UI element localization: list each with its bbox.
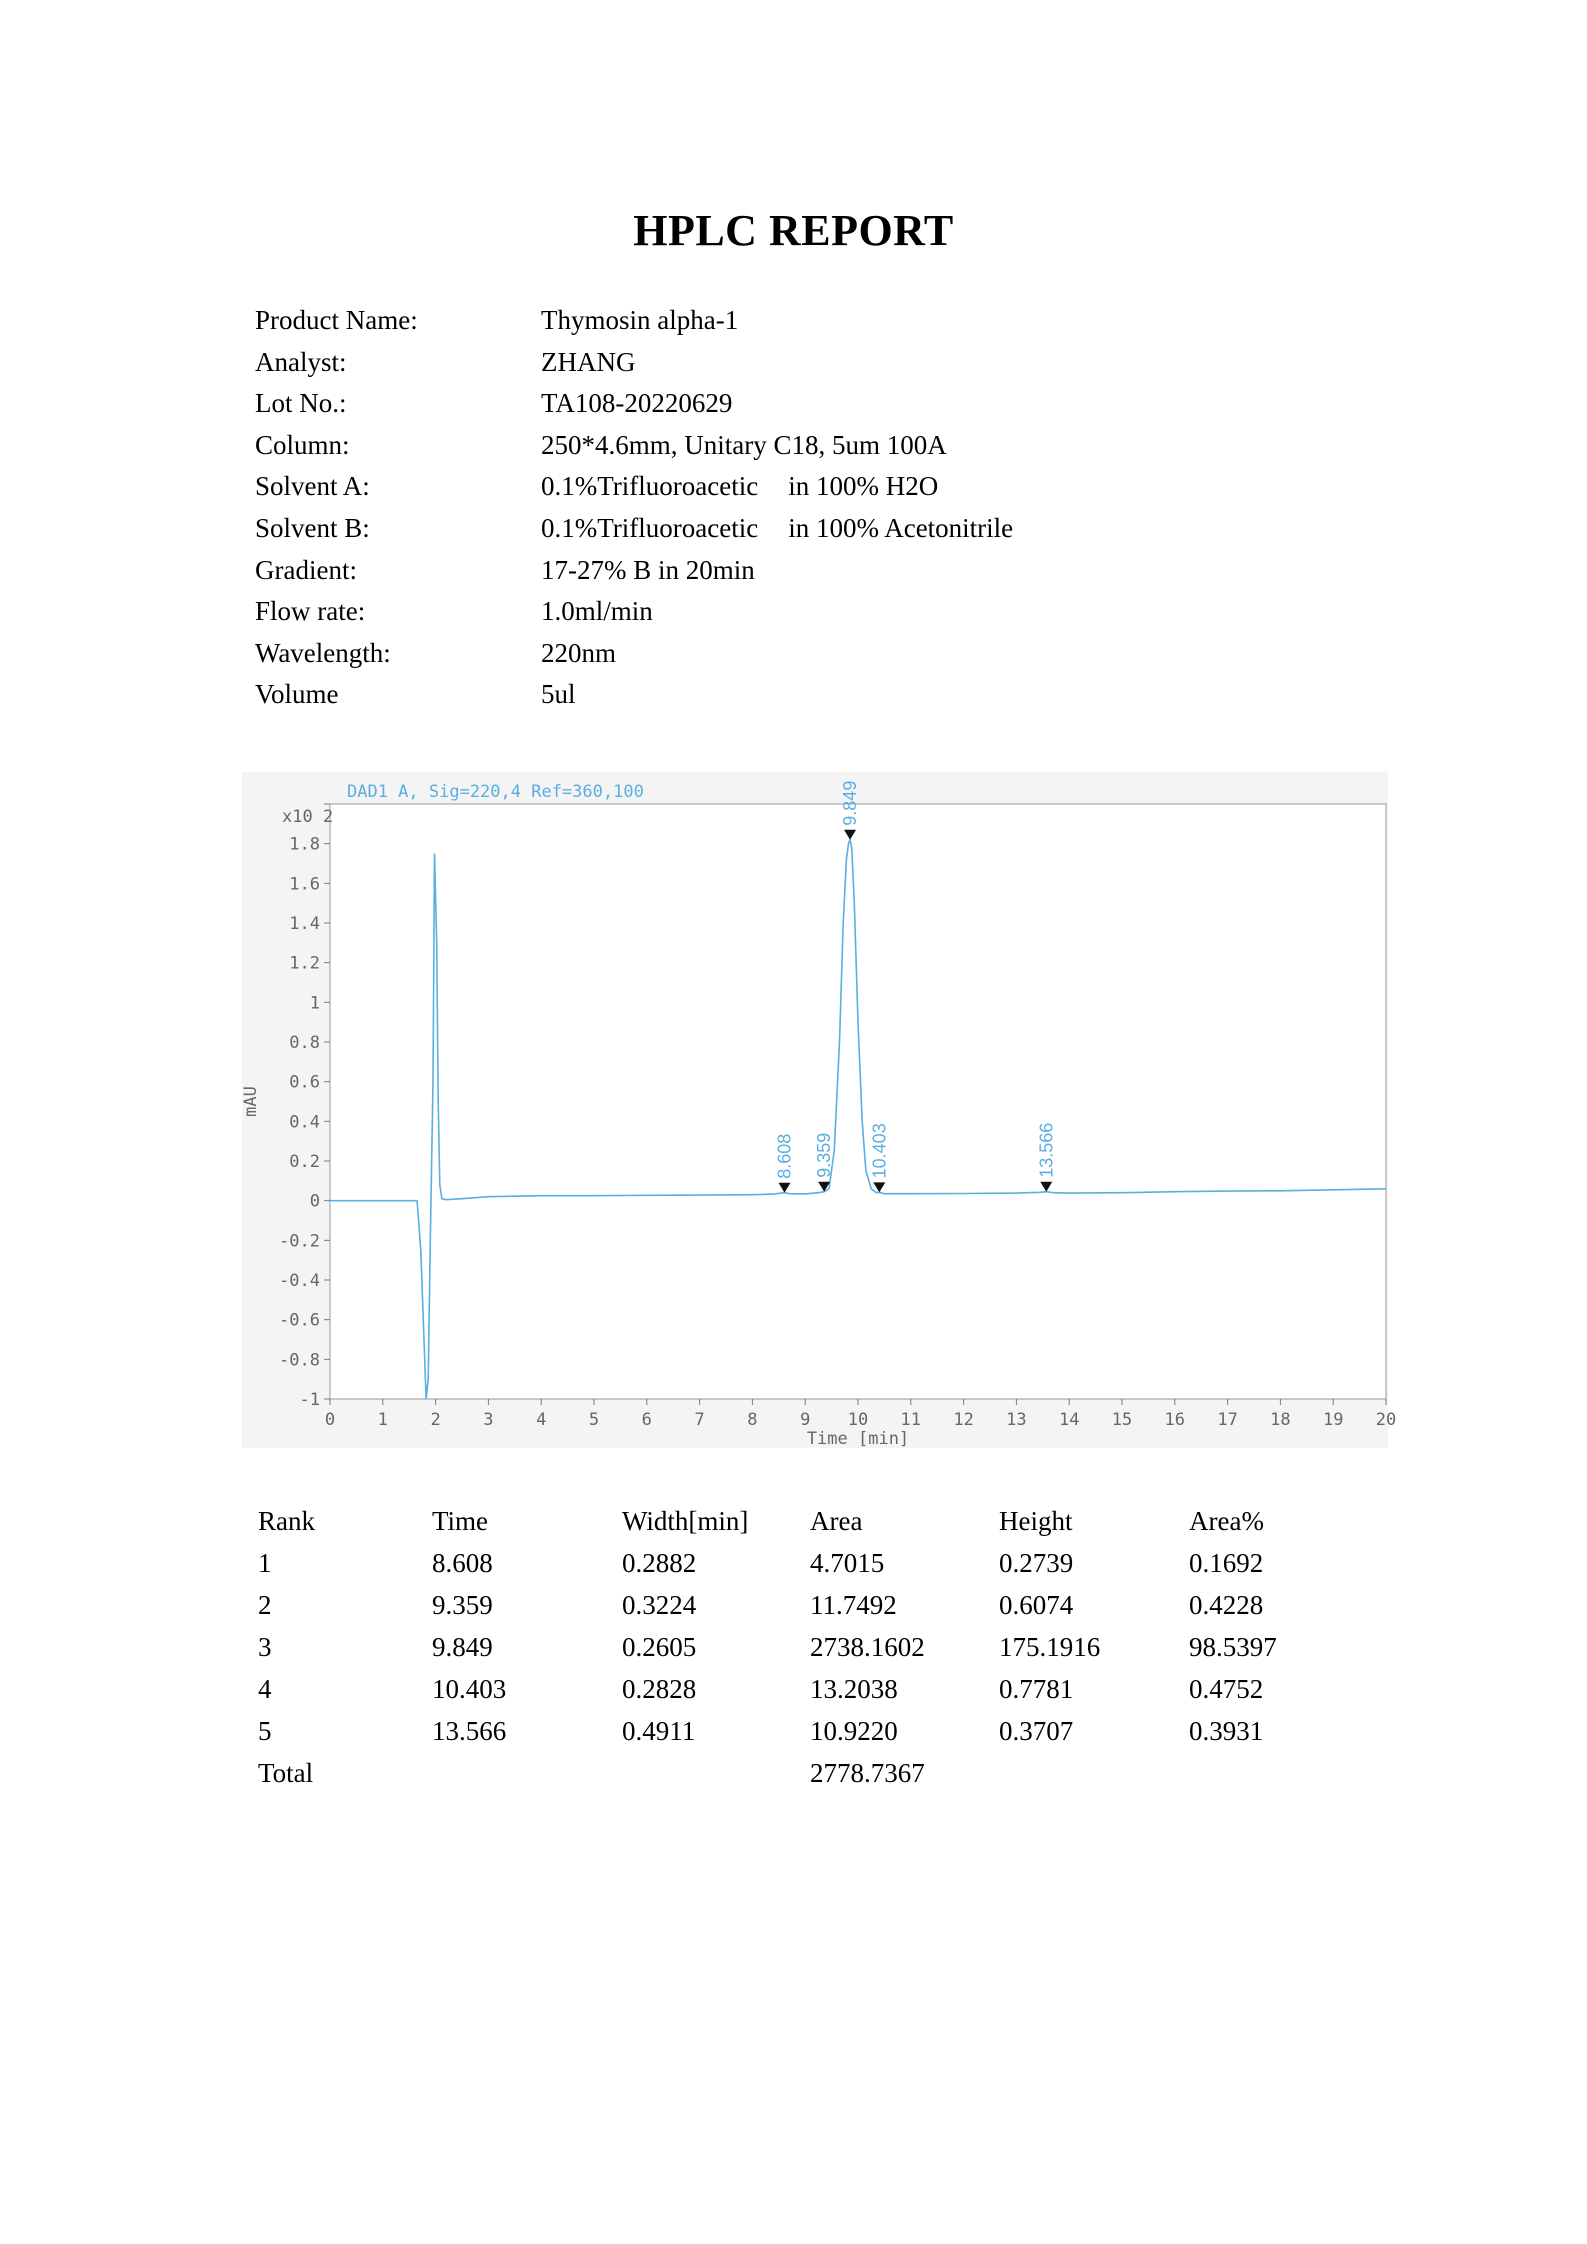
cell-time: 10.403 bbox=[432, 1674, 507, 1704]
column-header: Area bbox=[810, 1506, 863, 1536]
x-tick-label: 8 bbox=[747, 1410, 758, 1430]
cell-rank: 5 bbox=[258, 1716, 272, 1746]
y-tick-label: 0.4 bbox=[289, 1112, 320, 1133]
meta-label: Wavelength: bbox=[255, 637, 391, 668]
x-tick-label: 7 bbox=[694, 1410, 705, 1430]
x-tick-label: 17 bbox=[1217, 1410, 1238, 1430]
cell-width: 0.3224 bbox=[622, 1590, 697, 1620]
cell-width: 0.2605 bbox=[622, 1632, 697, 1662]
meta-value bbox=[541, 466, 938, 508]
meta-value: 17-27% B in 20min bbox=[541, 554, 755, 585]
cell-area-percent: 0.4752 bbox=[1189, 1674, 1264, 1704]
meta-value: 220nm bbox=[541, 637, 617, 668]
meta-row-flow-rate bbox=[255, 591, 1355, 633]
meta-row-column bbox=[255, 425, 1355, 467]
meta-row-wavelength bbox=[255, 633, 1355, 675]
cell-time: 13.566 bbox=[432, 1716, 507, 1746]
meta-value-part: 0.1%Trifluoroacetic bbox=[541, 471, 759, 502]
column-header: Time bbox=[432, 1506, 489, 1536]
meta-value: 250*4.6mm, Unitary C18, 5um 100A bbox=[541, 429, 947, 460]
meta-row-lot bbox=[255, 383, 1355, 425]
table-row bbox=[258, 1710, 1358, 1752]
plot-frame bbox=[330, 804, 1386, 1399]
y-tick-label: 0.6 bbox=[289, 1072, 320, 1093]
y-tick-label: 1.8 bbox=[289, 834, 320, 855]
method-details bbox=[255, 300, 1355, 716]
meta-label: Volume bbox=[255, 679, 339, 710]
y-tick-label: -0.4 bbox=[279, 1271, 320, 1291]
cell-area-percent: 0.1692 bbox=[1189, 1548, 1264, 1578]
meta-label: Gradient: bbox=[255, 554, 357, 585]
peak-time-label: 9.849 bbox=[840, 780, 861, 826]
cell-height: 0.3707 bbox=[999, 1716, 1074, 1746]
meta-value-part: 0.1%Trifluoroacetic bbox=[541, 512, 759, 543]
x-tick-label: 16 bbox=[1164, 1410, 1186, 1430]
x-tick-label: 13 bbox=[1006, 1410, 1027, 1430]
meta-row-volume bbox=[255, 674, 1355, 716]
column-header: Width[min] bbox=[622, 1506, 749, 1536]
cell-height: 0.7781 bbox=[999, 1674, 1074, 1704]
cell-area-percent: 0.4228 bbox=[1189, 1590, 1264, 1620]
peak-results-table bbox=[258, 1500, 1358, 1794]
cell-area: 11.7492 bbox=[810, 1590, 897, 1620]
cell-rank: 2 bbox=[258, 1590, 272, 1620]
cell-time: 9.849 bbox=[432, 1632, 493, 1662]
cell-rank: 4 bbox=[258, 1674, 272, 1704]
meta-row-solvent-b bbox=[255, 508, 1355, 550]
x-tick-label: 12 bbox=[953, 1410, 974, 1430]
meta-value: ZHANG bbox=[541, 346, 636, 377]
x-tick-label: 4 bbox=[536, 1410, 547, 1430]
meta-value: Thymosin alpha-1 bbox=[541, 305, 739, 335]
cell-width: 0.2828 bbox=[622, 1674, 697, 1704]
y-tick-label: -1 bbox=[299, 1390, 320, 1410]
y-tick-label: 1.2 bbox=[289, 953, 320, 974]
x-tick-label: 6 bbox=[641, 1410, 652, 1430]
meta-label: Column: bbox=[255, 429, 350, 460]
x-tick-label: 9 bbox=[800, 1410, 811, 1430]
y-tick-label: 1.6 bbox=[289, 874, 320, 895]
total-label: Total bbox=[258, 1758, 314, 1788]
x-tick-label: 1 bbox=[377, 1410, 388, 1430]
cell-area-percent: 0.3931 bbox=[1189, 1716, 1264, 1746]
x-tick-label: 3 bbox=[483, 1410, 494, 1430]
meta-value: 1.0ml/min bbox=[541, 596, 653, 627]
column-header: Area% bbox=[1189, 1506, 1264, 1536]
peak-time-label: 9.359 bbox=[814, 1132, 835, 1178]
y-axis-label: mAU bbox=[241, 1086, 261, 1117]
table-row bbox=[258, 1626, 1358, 1668]
cell-area-percent: 98.5397 bbox=[1189, 1632, 1277, 1662]
meta-label: Analyst: bbox=[255, 346, 347, 377]
meta-value bbox=[541, 508, 1013, 550]
peak-time-label: 8.608 bbox=[774, 1133, 795, 1179]
x-tick-label: 2 bbox=[430, 1410, 441, 1430]
cell-width: 0.2882 bbox=[622, 1548, 697, 1578]
cell-rank: 1 bbox=[258, 1548, 272, 1578]
chromatogram-chart bbox=[241, 772, 1397, 1449]
x-tick-label: 18 bbox=[1270, 1410, 1291, 1430]
meta-label: Solvent A: bbox=[255, 471, 370, 502]
cell-time: 9.359 bbox=[432, 1590, 493, 1620]
meta-value-part: in 100% H2O bbox=[788, 471, 939, 502]
x-tick-label: 14 bbox=[1058, 1410, 1080, 1430]
report-title: HPLC REPORT bbox=[633, 206, 954, 255]
cell-area: 4.7015 bbox=[810, 1548, 885, 1578]
table-row bbox=[258, 1542, 1358, 1584]
table-total-row bbox=[258, 1752, 1358, 1794]
y-tick-label: 1.4 bbox=[289, 914, 320, 934]
table-header-row bbox=[258, 1500, 1358, 1542]
x-tick-label: 15 bbox=[1111, 1410, 1133, 1430]
y-multiplier-label: x10 2 bbox=[282, 807, 334, 827]
x-tick-label: 19 bbox=[1322, 1410, 1344, 1430]
meta-row-analyst bbox=[255, 342, 1355, 384]
cell-time: 8.608 bbox=[432, 1548, 493, 1578]
meta-label: Lot No.: bbox=[255, 388, 347, 419]
meta-label: Product Name: bbox=[255, 305, 418, 335]
column-header: Height bbox=[999, 1506, 1073, 1536]
meta-row-product bbox=[255, 300, 1355, 342]
meta-row-solvent-a bbox=[255, 466, 1355, 508]
meta-value: 5ul bbox=[541, 679, 576, 710]
y-tick-label: 1 bbox=[309, 993, 320, 1014]
cell-width: 0.4911 bbox=[622, 1716, 696, 1746]
x-tick-label: 11 bbox=[900, 1410, 922, 1430]
cell-area: 10.9220 bbox=[810, 1716, 898, 1746]
y-tick-label: -0.6 bbox=[279, 1310, 320, 1331]
cell-rank: 3 bbox=[258, 1632, 272, 1662]
cell-height: 175.1916 bbox=[999, 1632, 1101, 1662]
peak-time-label: 13.566 bbox=[1036, 1122, 1057, 1178]
total-area: 2778.7367 bbox=[810, 1758, 925, 1788]
x-tick-label: 20 bbox=[1375, 1410, 1397, 1430]
table-row bbox=[258, 1584, 1358, 1626]
x-tick-label: 10 bbox=[847, 1410, 869, 1430]
y-tick-label: 0.8 bbox=[289, 1033, 320, 1053]
peak-time-label: 10.403 bbox=[869, 1123, 890, 1179]
x-tick-label: 5 bbox=[588, 1410, 600, 1430]
cell-area: 2738.1602 bbox=[810, 1632, 925, 1662]
cell-height: 0.2739 bbox=[999, 1548, 1074, 1578]
meta-value-part: in 100% Acetonitrile bbox=[788, 512, 1014, 543]
meta-label: Solvent B: bbox=[255, 512, 370, 543]
chart-title: DAD1 A, Sig=220,4 Ref=360,100 bbox=[347, 782, 644, 802]
table-row bbox=[258, 1668, 1358, 1710]
meta-row-gradient bbox=[255, 550, 1355, 592]
meta-label: Flow rate: bbox=[255, 596, 366, 627]
y-tick-label: 0.2 bbox=[289, 1152, 320, 1172]
y-tick-label: -0.2 bbox=[279, 1231, 320, 1252]
chromatogram-svg bbox=[241, 772, 1397, 1449]
y-tick-label: 0 bbox=[309, 1191, 320, 1212]
cell-area: 13.2038 bbox=[810, 1674, 898, 1704]
x-tick-label: 0 bbox=[324, 1410, 336, 1430]
column-header: Rank bbox=[258, 1506, 315, 1536]
y-tick-label: -0.8 bbox=[279, 1350, 320, 1371]
cell-height: 0.6074 bbox=[999, 1590, 1074, 1620]
x-axis-label: Time [min] bbox=[806, 1429, 910, 1449]
meta-value: TA108-20220629 bbox=[541, 388, 733, 419]
